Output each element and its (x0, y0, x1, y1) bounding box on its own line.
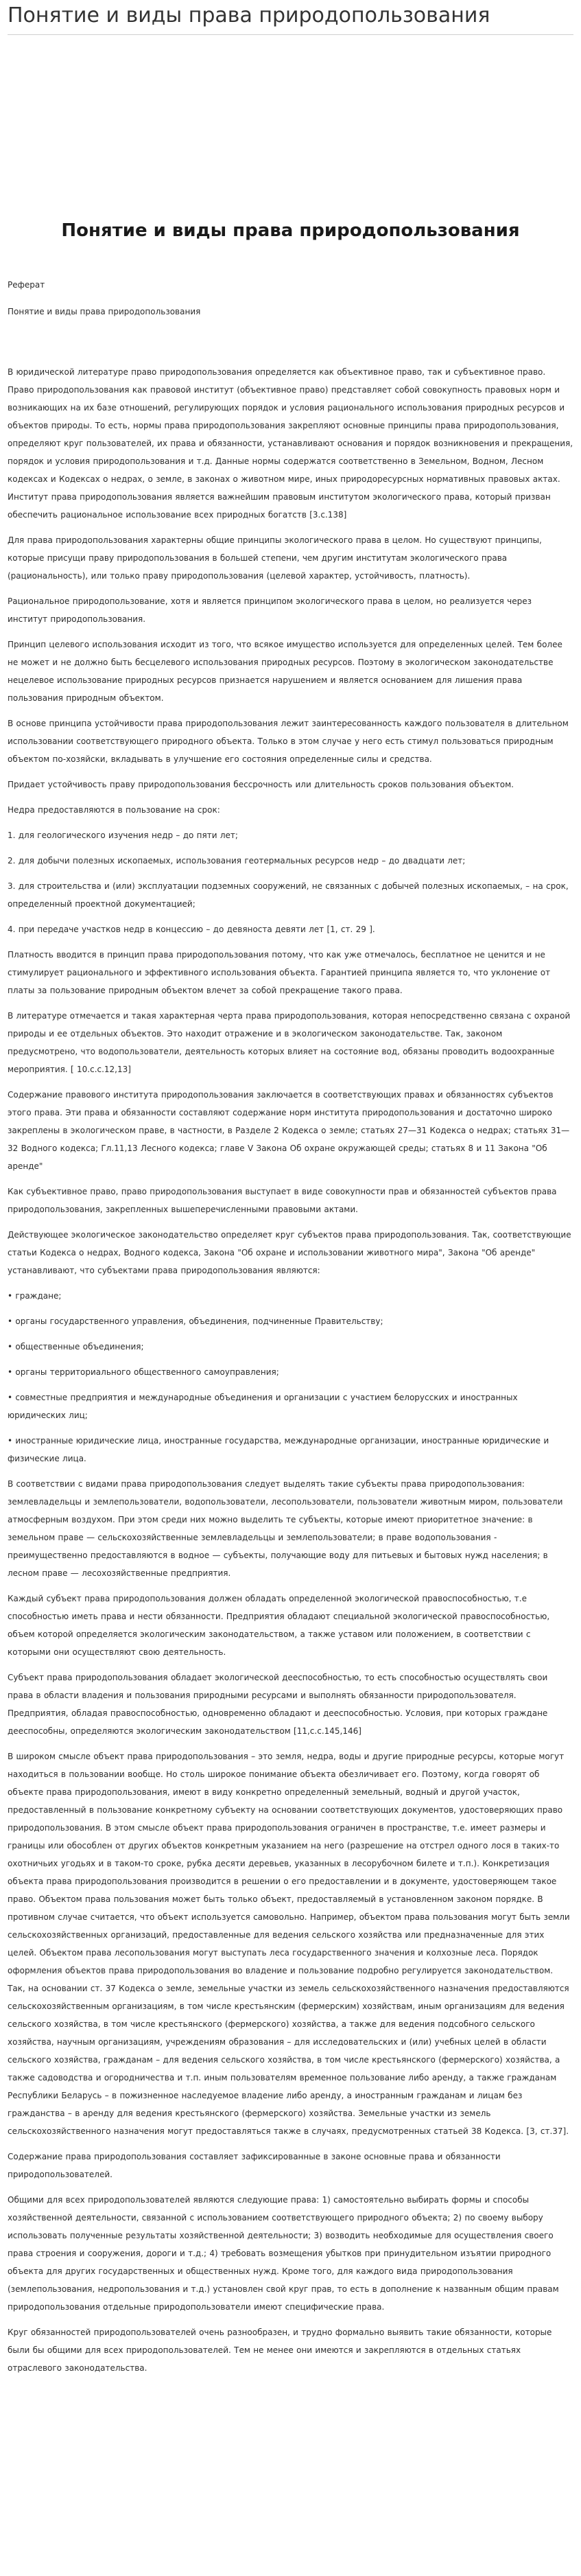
paragraph: Круг обязанностей природопользователей очень разнообразен, и трудно формально выявить такие обязанности, которые были бы общими для всех природопользователей. Тем не менее они имеются и закрепляются в отдельных статьях отраслевого законодательства. (8, 2328, 552, 2373)
paragraph: Недра предоставляются в пользование на срок: (8, 805, 220, 815)
document-heading: Понятие и виды права природопользования (61, 220, 520, 241)
paragraph: Субъект права природопользования обладает экологической дееспособностью, то есть способностью осуществлять свои права в области владения и пользования природными ресурсами и выполнять обязанности природопользователя. Предприятия, обладая правоспособностью, одновременно обладают и дееспособностью. Условия, при которых граждане дееспособны, определяются экологическим законодательством [11,с.с.145,146] (8, 1673, 548, 1736)
document-subtitle: Понятие и виды права природопользования (8, 307, 201, 316)
title-divider (8, 34, 573, 35)
bullet-item: • органы государственного управления, объединения, подчиненные Правительству; (8, 1316, 383, 1326)
bullet-item: • совместные предприятия и международные объединения и организации с участием белорусских и иностранных юридических лиц; (8, 1393, 518, 1420)
paragraph: Действующее экологическое законодательство определяет круг субъектов права природопользования. Так, соответствующие статьи Кодекса о недрах, Водного кодекса, Закона "Об охране и использовании животного мира", Закона "Об аренде" устанавливают, что субъектами права природопользования являются: (8, 1230, 571, 1275)
paragraph: Платность вводится в принцип права природопользования потому, что как уже отмечалось, бесплатное не ценится и не стимулирует рационального и эффективного использования объекта. Гарантией принципа является то, что уклонение от платы за пользование природным объектом влечет за собой прекращение такого права. (8, 950, 551, 995)
paragraph: В широком смысле объект права природопользования – это земля, недра, воды и другие природные ресурсы, которые могут находиться в пользовании вообще. Но столь широкое понимание объекта обезличивает его. Поэтому, когда говорят об объекте права природопользования, имеют в виду конкретно определенный земельный, водный и другой участок, предоставленный в пользование конкретному субъекту на основании соответствующих документов, удостоверяющих право природопользования. В этом смысле объект права природопользования ограничен в пространстве, т.е. имеет размеры и границы или обособлен от других объектов конкретным указанием на него (разрешение на отстрел одного лося в таких-то охотничьих угодьях и в таком-то сроке, рубка десяти деревьев, указанных в лесорубочном билете и т.п.). Конкретизация объекта права природопользования производится в решении о его предоставлении и в документе, удостоверяющем такое право. Объектом права пользования может быть только объект, предоставляемый в установленном законом порядке. В противном случае считается, что объект используется самовольно. Например, объектом права пользования могут быть земли сельскохозяйственных организаций, предоставленные для ведения сельского хозяйства или предназначенные для этих целей. Объектом права лесопользования могут выступать леса государственного значения и колхозные леса. Порядок оформления объектов права природопользования во владение и пользование подробно регулируется законодательством. Так, на основании ст. 37 Кодекса о земле, земельные участки из земель сельскохозяйственного назначения предоставляются сельскохозяйственным организациям, в том числе крестьянским (фермерским) хозяйствам, иным организациям для ведения сельского хозяйства, в том числе крестьянского (фермерского) хозяйства, а также для ведения подсобного сельского хозяйства, научным организациям, учреждениям образования – для исследовательских и (или) учебных целей в области сельского хозяйства, гражданам – для ведения сельского хозяйства, в том числе крестьянского (фермерского) хозяйства, а также садоводства и огородничества и т.п. иным пользователям временное пользование либо аренду, а также гражданам Республики Беларусь – в пожизненное наследуемое владение либо аренду, а иностранным гражданам и лицам без гражданства – в аренду для ведения крестьянского (фермерского) хозяйства. Земельные участки из земель сельскохозяйственного назначения могут предоставляться также в случаях, предусмотренных статьей 38 Кодекса. [3, ст.37]. (8, 1752, 570, 2136)
paragraph: Каждый субъект права природопользования должен обладать определенной экологической правоспособностью, т.е способностью иметь права и нести обязанности. Предприятия обладают специальной экологической правоспособностью, объем которой определяется экологическим законодательством, а также уставом или положением, в соответствии с которыми они осуществляют свою деятельность. (8, 1594, 550, 1657)
bullet-item: • общественные объединения; (8, 1342, 144, 1351)
paragraph: Общими для всех природопользователей являются следующие права: 1) самостоятельно выбирать формы и способы хозяйственной деятельности, связанной с использованием соответствующего природного объекта; 2) по своему выбору использовать полученные результаты хозяйственной деятельности; 3) возводить необходимые для осуществления своего права строения и сооружения, дороги и т.д.; 4) требовать возмещения убытков при принудительном изъятии природного объекта для других государственных и общественных нужд. Кроме того, для каждого вида природопользования (землепользования, недропользования и т.д.) установлен свой круг прав, то есть в дополнение к названным общим правам природопользования отдельные природопользователи имеют специфические права. (8, 2195, 559, 2312)
document-type: Реферат (8, 280, 45, 290)
list-item: 4. при передаче участков недр в концессию – до девяноста девяти лет [1, ст. 29 ]. (8, 925, 375, 934)
paragraph: В основе принципа устойчивости права природопользования лежит заинтересованность каждого пользователя в длительном использовании соответствующего природного объекта. Только в этом случае у него есть стимул пользоваться природным объектом по-хозяйски, вкладывать в улучшение его состояния определенные силы и средства. (8, 719, 569, 764)
paragraph: Содержание правового института природопользования заключается в соответствующих правах и обязанностях субъектов этого права. Эти права и обязанности составляют содержание норм института природопользования и достаточно широко закреплены в экологическом праве, в частности, в Разделе 2 Кодекса о земле; статьях 27—31 Кодекса о недрах; статьях 31—32 Водного кодекса; Гл.11,13 Лесного кодекса; главе V Закона Об охране окружающей среды; статьях 8 и 11 Закона "Об аренде" (8, 1090, 570, 1171)
paragraph: В соответствии с видами права природопользования следует выделять такие субъекты права природопользования: землевладельцы и землепользователи, водопользователи, лесопользователи, пользователи животным миром, пользователи атмосферным воздухом. При этом среди них можно выделить те субъекты, которые имеют приоритетное значение: в земельном праве — сельскохозяйственные землевладельцы и землепользователи; в праве водопользования - преимущественно предоставляются в водное — субъекты, получающие воду для питьевых и бытовых нужд населения; в лесном праве — лесохозяйственные предприятия. (8, 1479, 563, 1578)
bullet-item: • граждане; (8, 1291, 62, 1301)
paragraph: Содержание права природопользования составляет зафиксированные в законе основные права и обязанности природопользователей. (8, 2152, 501, 2179)
page-title: Понятие и виды права природопользования (8, 3, 490, 27)
bullet-item: • иностранные юридические лица, иностранные государства, международные организации, иностранные юридические и физические лица. (8, 1436, 549, 1463)
list-item: 1. для геологического изучения недр – до пяти лет; (8, 831, 238, 840)
paragraph: Придает устойчивость праву природопользования бессрочность или длительность сроков пользования объектом. (8, 780, 514, 789)
paragraph: Для права природопользования характерны общие принципы экологического права в целом. Но существуют принципы, которые присущи праву природопользования в большей степени, чем другим институтам экологического права (рациональность), или только праву природопользования (целевой характер, устойчивость, платность). (8, 535, 542, 581)
paragraph: В литературе отмечается и такая характерная черта права природопользования, которая непосредственно связана с охраной природы и ее отдельных объектов. Это находит отражение и в экологическом законодательстве. Так, законом предусмотрено, что водопользователи, деятельность которых влияет на состояние вод, обязаны проводить водоохранные мероприятия. [ 10.с.с.12,13] (8, 1011, 571, 1074)
paragraph: Принцип целевого использования исходит из того, что всякое имущество используется для определенных целей. Тем более не может и не должно быть бесцелевого использования природных ресурсов. Поэтому в экологическом законодательстве нецелевое использование природных ресурсов признается нарушением и является основанием для лишения права пользования природным объектом. (8, 640, 562, 703)
paragraph: В юридической литературе право природопользования определяется как объективное право, так и субъективное право. Право природопользования как правовой институт (объективное право) представляет собой совокупность правовых норм и возникающих на их базе отношений, регулирующих порядок и условия рационального использования природных ресурсов и объектов природы. То есть, нормы права природопользования закрепляют основные принципы права природопользования, определяют круг пользователей, их права и обязанности, устанавливают основания и порядок возникновения и прекращения, порядок и условия природопользования и т.д. Данные нормы содержатся соответственно в Земельном, Водном, Лесном кодексах и Кодексах о недрах, о земле, в законах о животном мире, иных природоресурсных нормативных правовых актах. Институт права природопользования является важнейшим правовым институтом экологического права, который призван обеспечить рациональное использование всех природных богатств [3.с.138] (8, 367, 573, 520)
bullet-item: • органы территориального общественного самоуправления; (8, 1367, 279, 1377)
paragraph: Как субъективное право, право природопользования выступает в виде совокупности прав и обязанностей субъектов права природопользования, закрепленных вышеперечисленными правовыми актами. (8, 1187, 557, 1214)
paragraph: Рациональное природопользование, хотя и является принципом экологического права в целом, но реализуется через институт природопользования. (8, 596, 532, 624)
list-item: 3. для строительства и (или) эксплуатации подземных сооружений, не связанных с добычей полезных ископаемых, – на срок, определенный проектной документацией; (8, 881, 569, 909)
document-body (8, 363, 573, 2377)
list-item: 2. для добычи полезных ископаемых, использования геотермальных ресурсов недр – до двадцати лет; (8, 856, 466, 866)
